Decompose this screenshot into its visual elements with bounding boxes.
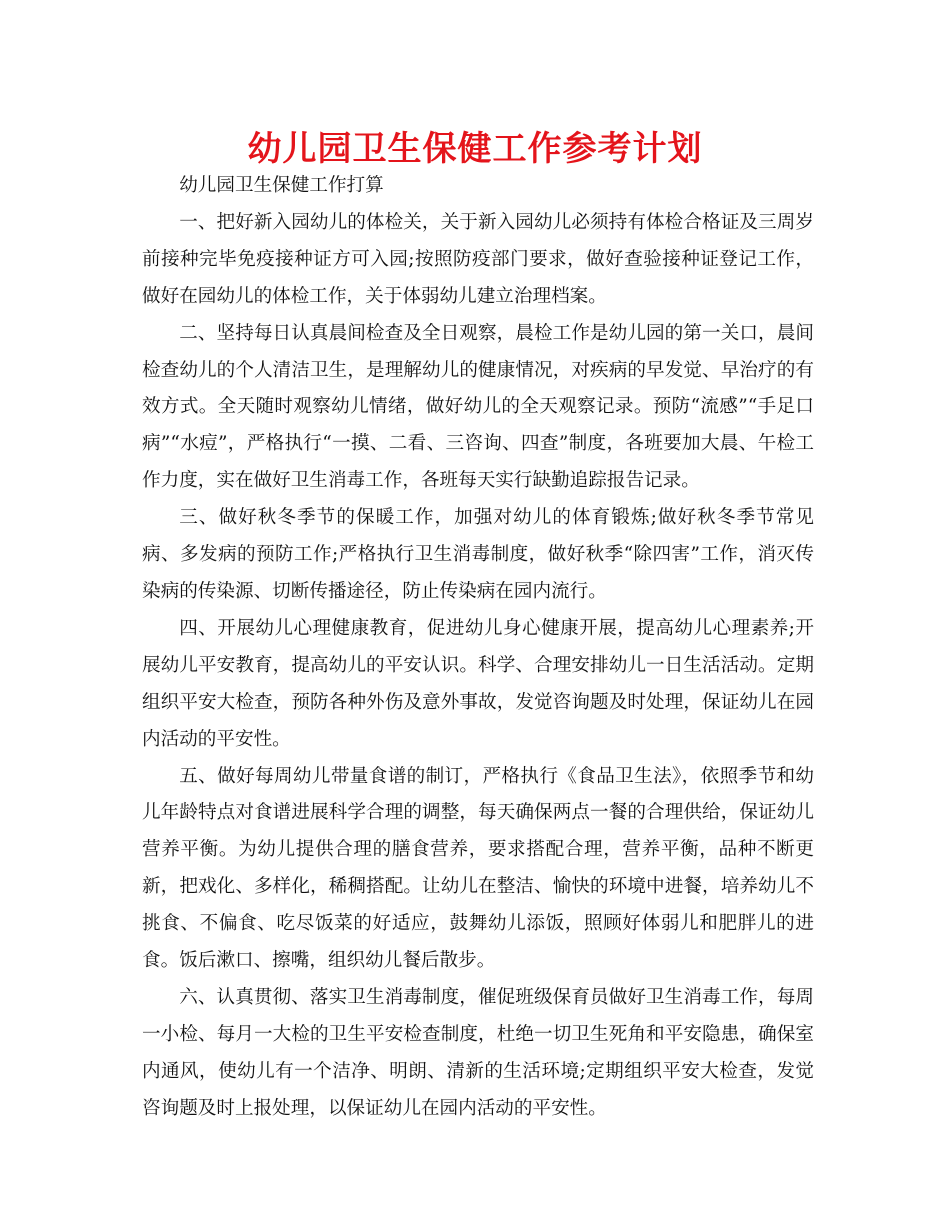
paragraph-item-2: 二、坚持每日认真晨间检查及全日观察，晨检工作是幼儿园的第一关口，晨间检查幼儿的个人清洁卫生，是理解幼儿的健康情况，对疾病的早发觉、早治疗的有效方式。全天随时观察幼儿情绪，做好幼儿的全天观察记录。预防“流感”“手足口病”“水痘”，严格执行“一摸、二看、三咨询、四查”制度，各班要加大晨、午检工作力度，实在做好卫生消毒工作，各班每天实行缺勤追踪报告记录。 (142, 322, 814, 492)
document-body (142, 168, 814, 1128)
paragraph-item-1: 一、把好新入园幼儿的体检关，关于新入园幼儿必须持有体检合格证及三周岁前接种完毕免疫接种证方可入园;按照防疫部门要求，做好查验接种证登记工作，做好在园幼儿的体检工作，关于体弱幼儿建立治理档案。 (142, 211, 814, 307)
paragraph-subtitle: 幼儿园卫生保健工作打算 (179, 175, 384, 196)
paragraph-item-6: 六、认真贯彻、落实卫生消毒制度，催促班级保育员做好卫生消毒工作，每周一小检、每月一大检的卫生平安检查制度，杜绝一切卫生死角和平安隐患，确保室内通风，使幼儿有一个洁净、明朗、清新的生活环境;定期组织平安大检查，发觉咨询题及时上报处理，以保证幼儿在园内活动的平安性。 (142, 986, 814, 1119)
document-title: 幼儿园卫生保健工作参考计划 (247, 129, 703, 169)
paragraph-item-3: 三、做好秋冬季节的保暖工作，加强对幼儿的体育锻炼;做好秋冬季节常见病、多发病的预防工作;严格执行卫生消毒制度，做好秋季“除四害”工作，消灭传染病的传染源、切断传播途径，防止传染病在园内流行。 (142, 507, 814, 602)
paragraph-item-5: 五、做好每周幼儿带量食谱的制订，严格执行《食品卫生法》，依照季节和幼儿年龄特点对食谱进展科学合理的调整，每天确保两点一餐的合理供给，保证幼儿营养平衡。为幼儿提供合理的膳食营养，要求搭配合理，营养平衡，品种不断更新，把戏化、多样化，稀稠搭配。让幼儿在整洁、愉快的环境中进餐，培养幼儿不挑食、不偏食、吃尽饭菜的好适应，鼓舞幼儿添饭，照顾好体弱儿和肥胖儿的进食。饭后漱口、擦嘴，组织幼儿餐后散步。 (142, 765, 814, 972)
paragraph-item-4: 四、开展幼儿心理健康教育，促进幼儿身心健康开展，提高幼儿心理素养;开展幼儿平安教育，提高幼儿的平安认识。科学、合理安排幼儿一日生活活动。定期组织平安大检查，预防各种外伤及意外事故，发觉咨询题及时处理，保证幼儿在园内活动的平安性。 (142, 617, 814, 750)
